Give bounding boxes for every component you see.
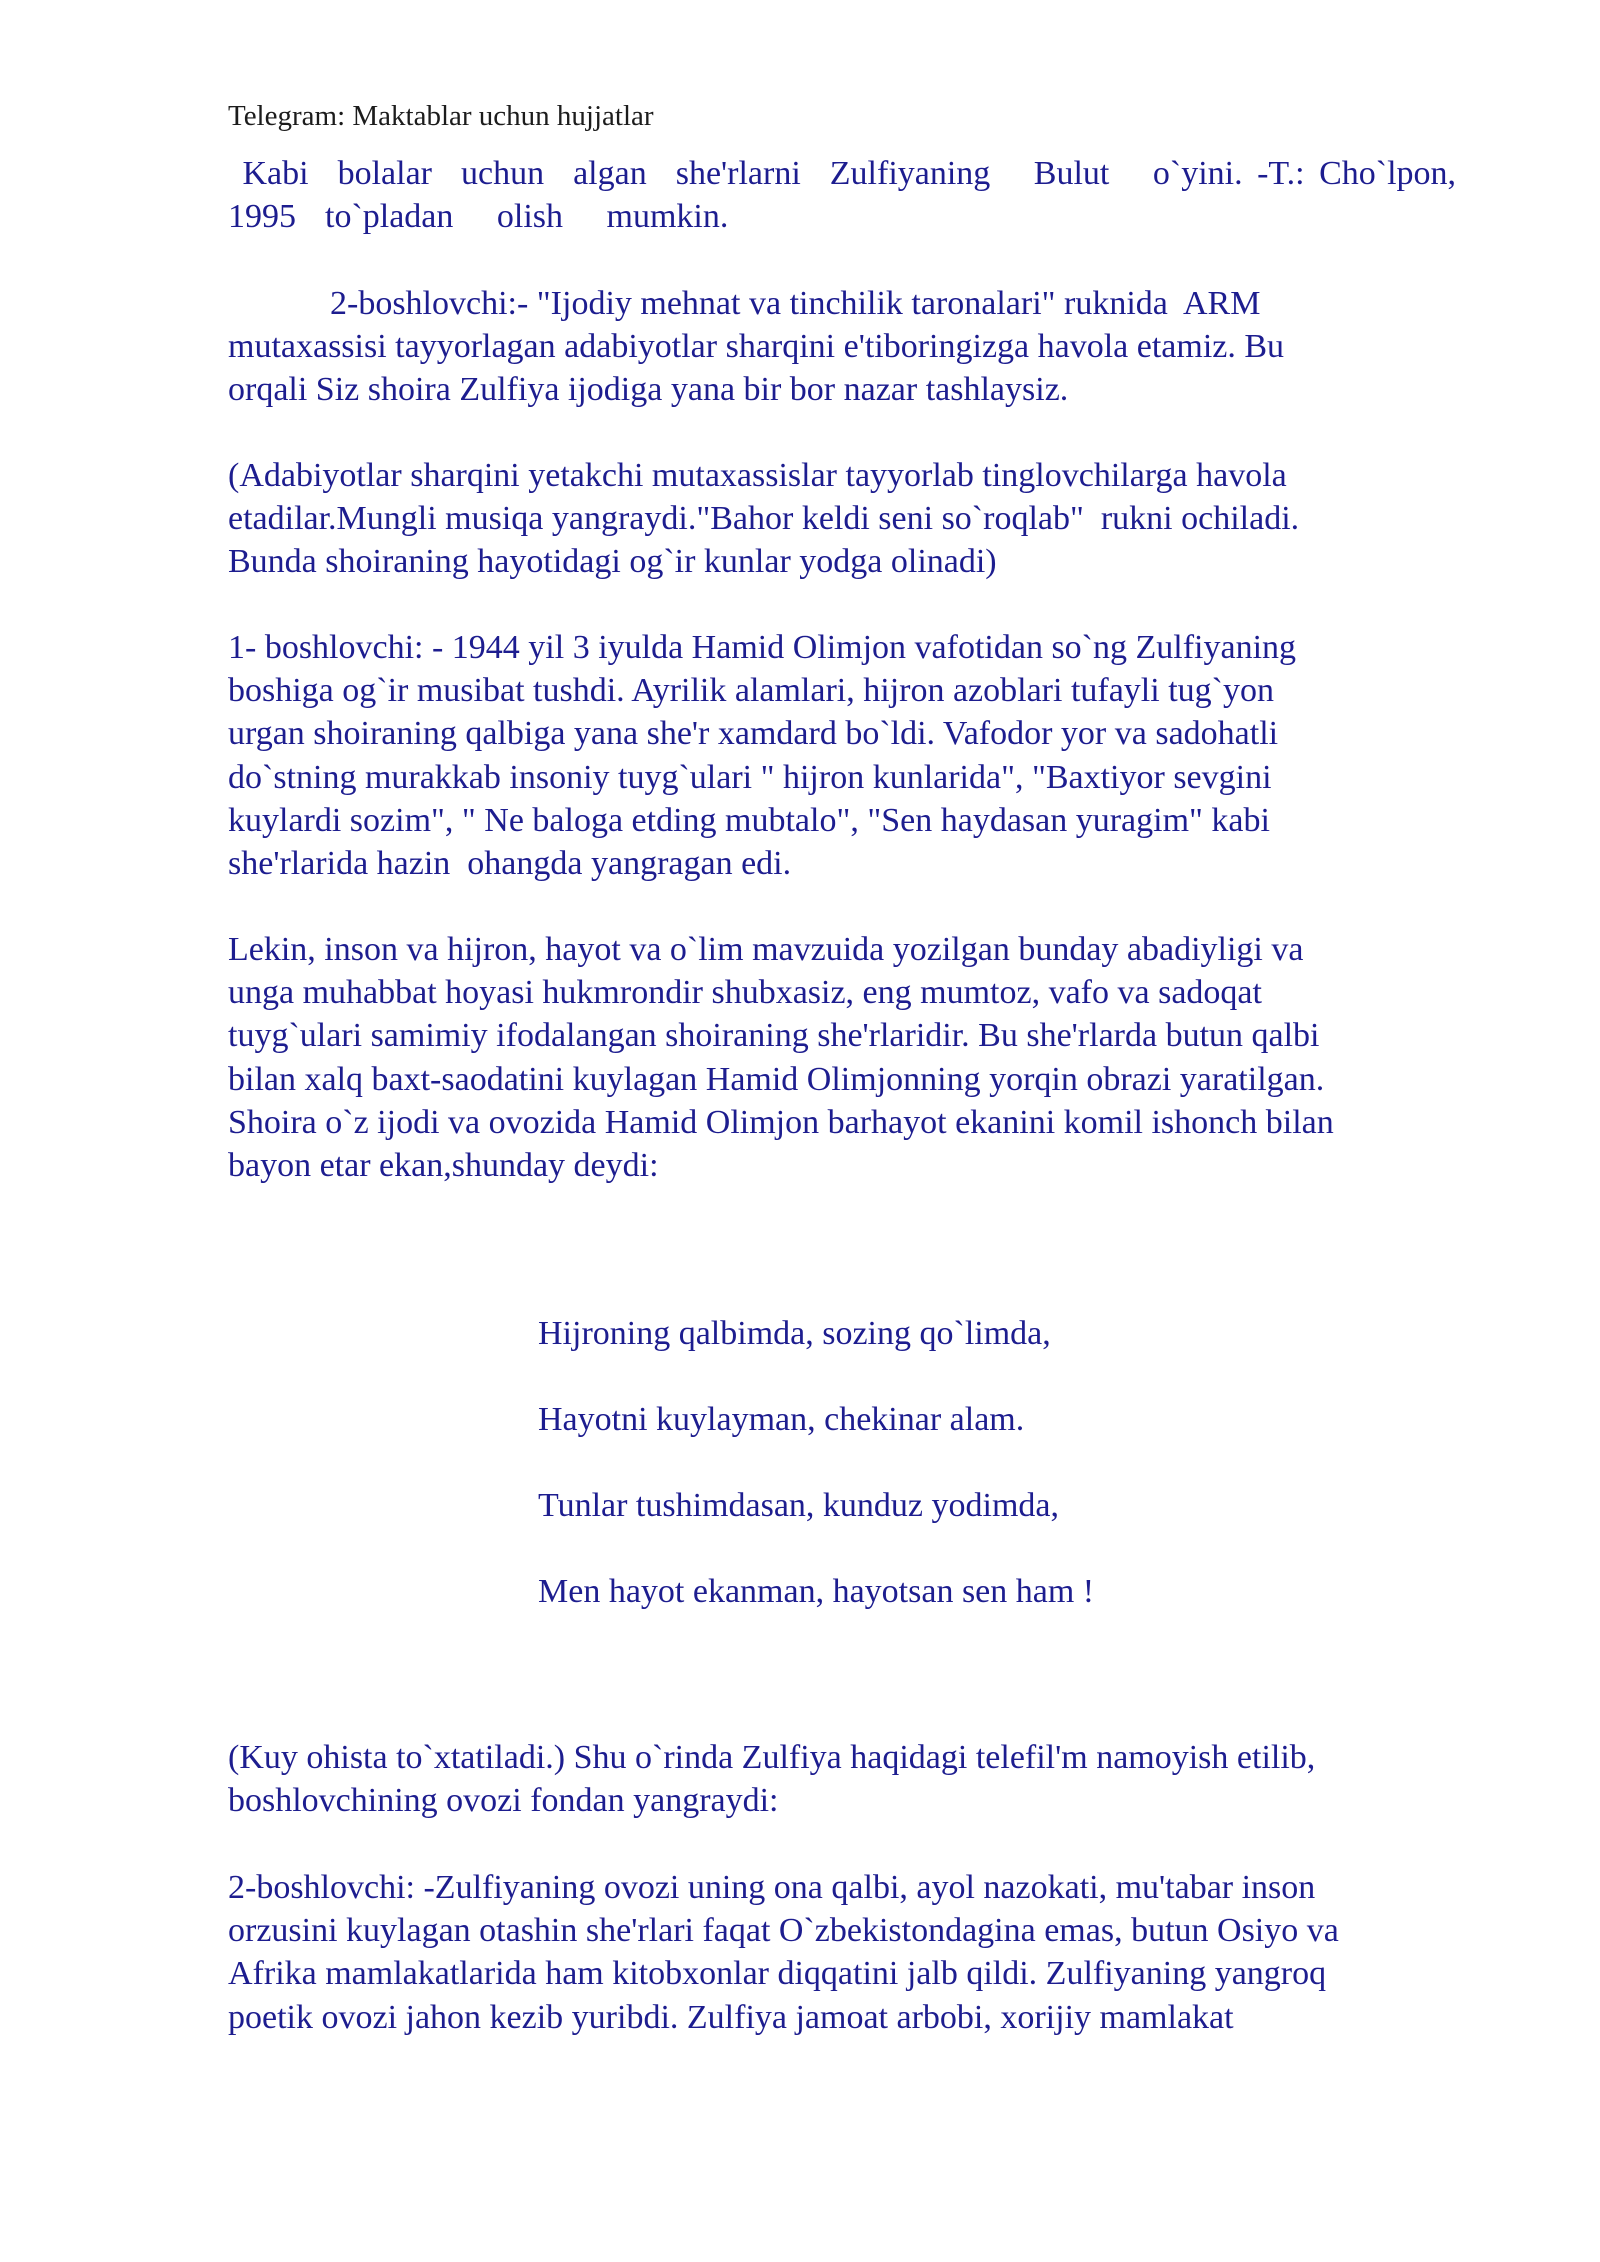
text-line: 1- boshlovchi: - 1944 yil 3 iyulda Hamid Olimjon vafotidan so`ng Zulfiyaning	[228, 629, 1297, 666]
paragraph-presenter-1	[228, 626, 1468, 885]
text-line: boshiga og`ir musibat tushdi. Ayrilik alamlari, hijron azoblari tufayli tug`yon	[228, 672, 1274, 710]
poem-line: Hayotni kuylayman, chekinar alam.	[538, 1401, 1025, 1438]
text-line: orzusini kuylagan otashin she'rlari faqat O`zbekistondagina emas, butun Osiyo va	[228, 1912, 1339, 1950]
paragraph-intro	[228, 152, 1468, 238]
text-line: 1995 to`pladan olish mumkin.	[228, 198, 729, 236]
text-line: Kabi bolalar uchun algan she'rlarni Zulfiyaning Bulut o`yini. -T.: Cho`lpon,	[228, 155, 1457, 192]
text-line: unga muhabbat hoyasi hukmrondir shubxasiz, eng mumtoz, vafo va sadoqat	[228, 974, 1262, 1012]
text-line: Shoira o`z ijodi va ovozida Hamid Olimjon barhayot ekanini komil ishonch bilan	[228, 1103, 1334, 1141]
poem-line: Tunlar tushimdasan, kunduz yodimda,	[538, 1487, 1059, 1524]
text-line: orqali Siz shoira Zulfiya ijodiga yana bir bor nazar tashlaysiz.	[228, 371, 1069, 409]
paragraph-stage-direction	[228, 454, 1468, 584]
text-line: Bunda shoiraning hayotidagi og`ir kunlar yodga olinadi)	[228, 543, 997, 581]
poem-line: Men hayot ekanman, hayotsan sen ham !	[538, 1573, 1095, 1610]
paragraph-presenter-2-voice	[228, 1866, 1468, 2039]
paragraph-film	[228, 1736, 1468, 1822]
text-line: bilan xalq baxt-saodatini kuylagan Hamid Olimjonning yorqin obrazi yaratilgan.	[228, 1060, 1325, 1098]
text-line: (Adabiyotlar sharqini yetakchi mutaxassislar tayyorlab tinglovchilarga havola	[228, 457, 1287, 494]
paragraph-presenter-2	[228, 282, 1468, 412]
text-line: etadilar.Mungli musiqa yangraydi."Bahor keldi seni so`roqlab" rukni ochiladi.	[228, 500, 1300, 538]
text-line: 2-boshlovchi:- "Ijodiy mehnat va tinchilik taronalari" ruknida ARM	[228, 285, 1261, 322]
text-line: bayon etar ekan,shunday deydi:	[228, 1147, 659, 1185]
text-line: Lekin, inson va hijron, hayot va o`lim mavzuida yozilgan bunday abadiyligi va	[228, 931, 1304, 968]
paragraph-lekin	[228, 928, 1468, 1187]
text-line: Afrika mamlakatlarida ham kitobxonlar diqqatini jalb qildi. Zulfiyaning yangroq	[228, 1955, 1327, 1993]
poem-line: Hijroning qalbimda, sozing qo`limda,	[538, 1315, 1051, 1352]
text-line: mutaxassisi tayyorlagan adabiyotlar sharqini e'tiboringizga havola etamiz. Bu	[228, 328, 1285, 366]
text-line: tuyg`ulari samimiy ifodalangan shoiraning she'rlaridir. Bu she'rlarda butun qalbi	[228, 1017, 1320, 1055]
text-line: do`stning murakkab insoniy tuyg`ulari " hijron kunlarida", "Baxtiyor sevgini	[228, 758, 1272, 796]
text-line: 2-boshlovchi: -Zulfiyaning ovozi uning ona qalbi, ayol nazokati, mu'tabar inson	[228, 1869, 1316, 1906]
page-header: Telegram: Maktablar uchun hujjatlar	[228, 100, 654, 132]
text-line: (Kuy ohista to`xtatiladi.) Shu o`rinda Zulfiya haqidagi telefil'm namoyish etilib,	[228, 1739, 1316, 1776]
text-line: boshlovchining ovozi fondan yangraydi:	[228, 1782, 779, 1820]
text-line: she'rlarida hazin ohangda yangragan edi.	[228, 845, 792, 883]
text-line: urgan shoiraning qalbiga yana she'r xamdard bo`ldi. Vafodor yor va sadohatli	[228, 715, 1279, 753]
text-line: kuylardi sozim", " Ne baloga etding mubtalo", "Sen haydasan yuragim" kabi	[228, 801, 1270, 839]
text-line: poetik ovozi jahon kezib yuribdi. Zulfiya jamoat arbobi, xorijiy mamlakat	[228, 1998, 1234, 2036]
